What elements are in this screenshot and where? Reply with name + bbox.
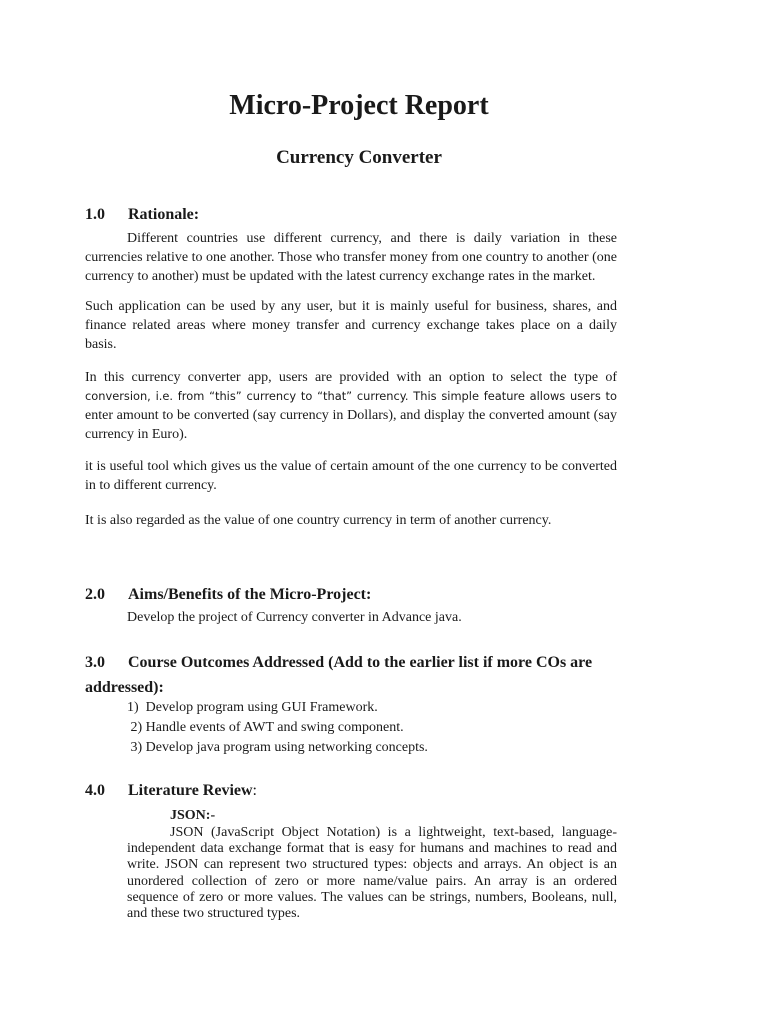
section-2-number: 2.0 xyxy=(85,586,105,603)
list-item: 3) Develop java program using networking concepts. xyxy=(127,740,428,755)
json-paragraph: JSON (JavaScript Object Notation) is a lightweight, text-based, language-independent data exchange format that is easy for humans and machines to read and write. JSON can represent two structured types: objects and arrays. An object is an unordered collection of zero or more name/value pairs. An array is an ordered sequence of zero or more values. The values can be strings, numbers, Booleans, null, and these two structured types. xyxy=(127,825,617,922)
section-3-heading xyxy=(85,650,620,676)
document-subtitle: Currency Converter xyxy=(276,147,442,168)
rationale-paragraph-3 xyxy=(85,368,617,444)
section-3-title-line-1: Course Outcomes Addressed (Add to the earlier list if more COs are xyxy=(128,654,593,671)
section-1-number: 1.0 xyxy=(85,206,105,223)
aims-paragraph: Develop the project of Currency converter in Advance java. xyxy=(127,610,462,625)
rationale-paragraph-1: Different countries use different currency, and there is daily variation in these currencies relative to one another. Those who transfer money from one country to another (one currency to another) must be updated with the latest currency exchange rates in the market. xyxy=(85,231,617,284)
section-3-number: 3.0 xyxy=(85,654,105,671)
course-outcomes-list xyxy=(127,698,617,758)
rationale-paragraph-3-line-2: conversion, i.e. from “this” currency to “that” currency. This simple feature allows users to xyxy=(85,389,617,403)
section-1-title: Rationale: xyxy=(128,206,200,223)
section-4-colon: : xyxy=(252,782,257,799)
section-4-heading xyxy=(85,778,620,804)
rationale-paragraph-3-line-3: enter amount to be converted (say currency in Dollars), and display the converted amount (say currency in Euro). xyxy=(85,408,617,442)
section-2-heading xyxy=(85,582,620,608)
rationale-paragraph-4: it is useful tool which gives us the value of certain amount of the one currency to be converted in to different currency. xyxy=(85,459,617,493)
list-item: 1) Develop program using GUI Framework. xyxy=(127,700,378,715)
section-4-number: 4.0 xyxy=(85,782,105,799)
rationale-paragraph-5: It is also regarded as the value of one country currency in term of another currency. xyxy=(85,513,552,528)
section-2-title: Aims/Benefits of the Micro-Project: xyxy=(128,586,372,603)
rationale-paragraph-3-line-1: In this currency converter app, users are provided with an option to select the type of xyxy=(85,370,617,385)
rationale-paragraph-2: Such application can be used by any user, but it is mainly useful for business, shares, and finance related areas where money transfer and currency exchange takes place on a daily basis. xyxy=(85,299,617,352)
section-4-title: Literature Review xyxy=(128,782,253,799)
json-subheading: JSON:- xyxy=(170,808,216,823)
section-3-title-line-2: addressed): xyxy=(85,679,164,696)
section-1-heading xyxy=(85,202,620,228)
list-item: 2) Handle events of AWT and swing component. xyxy=(127,720,404,735)
document-title: Micro-Project Report xyxy=(229,90,489,121)
